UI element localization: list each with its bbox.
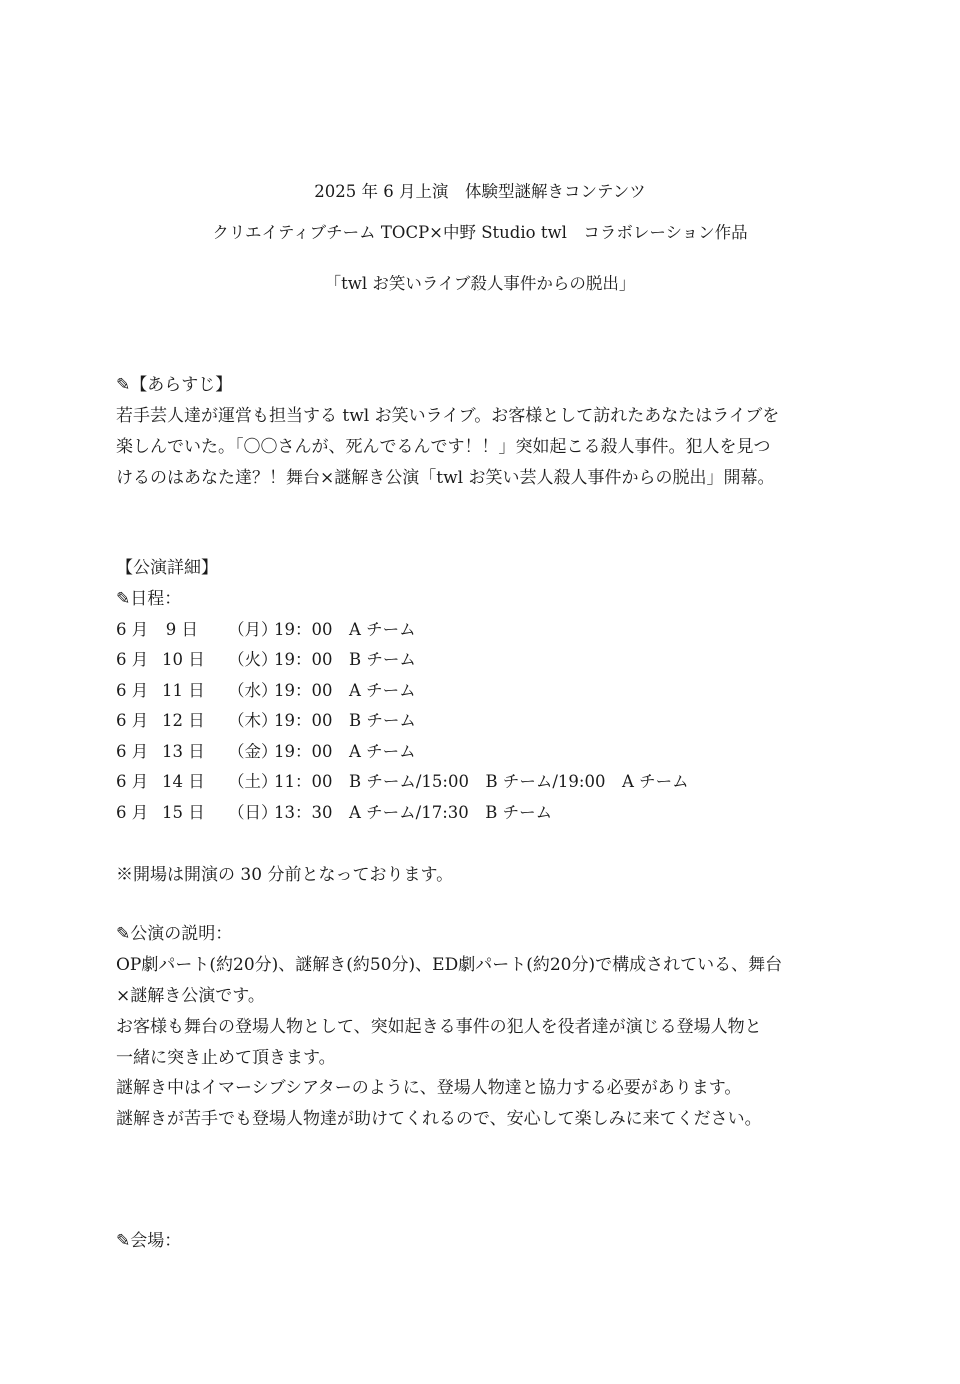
description-line: 謎解きが苦手でも登場人物達が助けてくれるので、安心して楽しみに来てください。	[116, 1109, 762, 1129]
schedule-day: 11 日	[162, 681, 205, 700]
schedule-day: 12 日	[162, 711, 205, 730]
description-line: OP劇パート(約20分)、謎解き(約50分)、ED劇パート(約20分)で構成されている、舞台	[116, 955, 783, 975]
schedule-slots: 13：30 A チーム/17:30 B チーム	[274, 803, 553, 822]
schedule-slots: 19：00 A チーム	[274, 742, 416, 761]
schedule-month: 6 月	[116, 681, 149, 700]
schedule-month: 6 月	[116, 711, 149, 730]
schedule-weekday: （水）	[228, 681, 278, 700]
schedule-day: 14 日	[162, 772, 205, 791]
synopsis-line: 楽しんでいた。「〇〇さんが、死んでるんです！！」突如起こる殺人事件。犯人を見つ	[116, 437, 771, 457]
description-label: ✎公演の説明：	[116, 924, 233, 944]
synopsis-line: 若手芸人達が運営も担当する twl お笑いライブ。お客様として訪れたあなたはライブを	[116, 406, 780, 426]
venue-label: ✎会場：	[116, 1231, 182, 1251]
schedule-slots: 19：00 B チーム	[274, 711, 416, 730]
description-line: 一緒に突き止めて頂きます。	[116, 1048, 336, 1068]
schedule-slots: 19：00 A チーム	[274, 681, 416, 700]
header-line-collaboration: クリエイティブチーム TOCP×中野 Studio twl コラボレーション作品	[212, 223, 748, 242]
schedule-label: ✎日程：	[116, 589, 182, 609]
schedule-month: 6 月	[116, 772, 149, 791]
schedule-weekday: （金）	[228, 742, 278, 761]
schedule-slots: 19：00 B チーム	[274, 650, 416, 669]
header-line-title: 「twl お笑いライブ殺人事件からの脱出」	[324, 274, 636, 293]
details-heading: 【公演詳細】	[116, 558, 218, 578]
schedule-day: 15 日	[162, 803, 205, 822]
synopsis-line: けるのはあなた達？！舞台×謎解き公演「twl お笑い芸人殺人事件からの脱出」開幕。	[116, 468, 775, 488]
schedule-weekday: （日）	[228, 803, 278, 822]
description-line: お客様も舞台の登場人物として、突如起きる事件の犯人を役者達が演じる登場人物と	[116, 1017, 762, 1037]
description-line: ×謎解き公演です。	[116, 986, 265, 1006]
schedule-weekday: （月）	[228, 620, 278, 639]
description-line: 謎解き中はイマーシブシアターのように、登場人物達と協力する必要があります。	[116, 1078, 742, 1098]
schedule-month: 6 月	[116, 620, 149, 639]
opening-note: ※開場は開演の 30 分前となっております。	[116, 865, 454, 885]
schedule-day: 9 日	[165, 620, 198, 639]
schedule-weekday: （火）	[228, 650, 278, 669]
schedule-month: 6 月	[116, 803, 149, 822]
schedule-month: 6 月	[116, 650, 149, 669]
schedule-day: 13 日	[162, 742, 205, 761]
schedule-weekday: （土）	[228, 772, 278, 791]
schedule-month: 6 月	[116, 742, 149, 761]
schedule-slots: 19：00 A チーム	[274, 620, 416, 639]
schedule-slots: 11：00 B チーム/15:00 B チーム/19:00 A チーム	[274, 772, 689, 791]
schedule-weekday: （木）	[228, 711, 278, 730]
header-line-date-genre: 2025 年 6 月上演 体験型謎解きコンテンツ	[314, 182, 646, 201]
synopsis-heading: ✎【あらすじ】	[116, 375, 233, 395]
schedule-day: 10 日	[162, 650, 205, 669]
